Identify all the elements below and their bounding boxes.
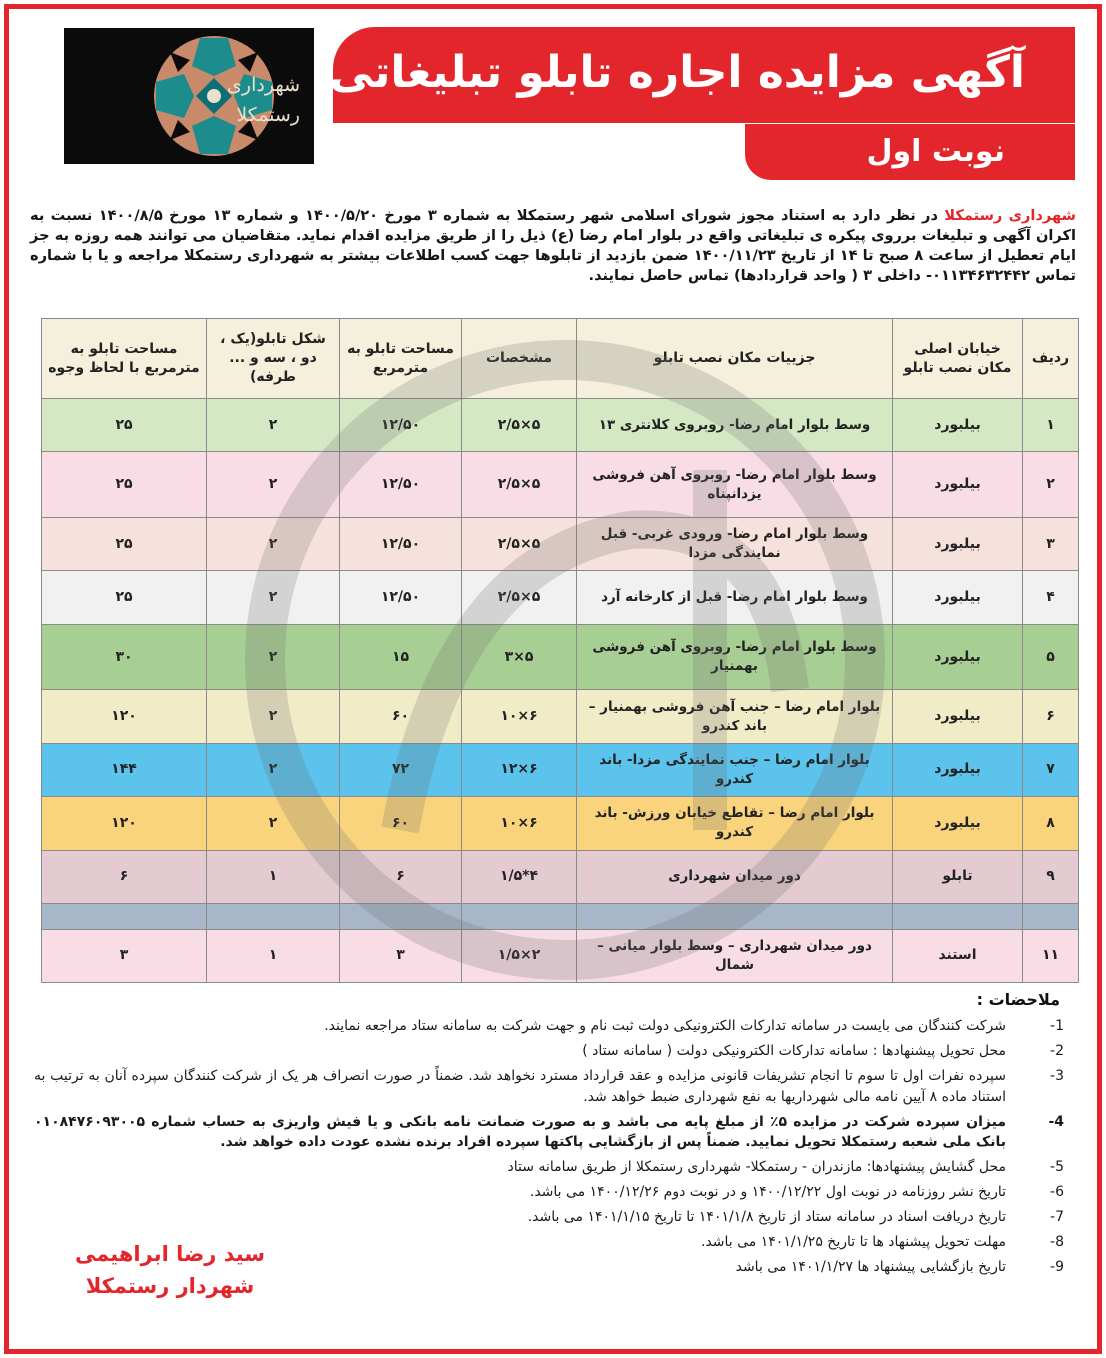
cell-spec: ۵×۲/۵	[462, 518, 577, 571]
table-row	[42, 624, 1079, 690]
cell-spec: ۵×۳	[462, 624, 577, 690]
cell-street: بیلبورد	[893, 690, 1023, 743]
header-location: جزییات مکان نصب تابلو	[577, 319, 893, 399]
cell-area: ۶	[340, 850, 462, 903]
cell-total-area: ۱۲۰	[42, 690, 207, 743]
municipality-logo	[64, 28, 314, 164]
table-row	[42, 452, 1079, 518]
cell-location: وسط بلوار امام رضا- روبروی آهن فروشی یزدانپناه	[577, 452, 893, 518]
cell-row-number: ۲	[1023, 452, 1079, 518]
cell-spec: ۶×۱۲	[462, 743, 577, 796]
cell-area: ۱۲/۵۰	[340, 452, 462, 518]
cell-sides: ۲	[207, 452, 340, 518]
cell-total-area: ۲۵	[42, 518, 207, 571]
cell-location: بلوار امام رضا – تقاطع خیابان ورزش- باند کندرو	[577, 797, 893, 850]
cell-street: بیلبورد	[893, 624, 1023, 690]
cell-area: ۷۲	[340, 743, 462, 796]
cell-total-area: ۲۵	[42, 452, 207, 518]
cell-spec: ۲×۱/۵	[462, 929, 577, 982]
note-number: -9	[1050, 1259, 1064, 1275]
cell-location: بلوار امام رضا – جنب نمایندگی مزدا- باند کندرو	[577, 743, 893, 796]
table-row	[42, 903, 1079, 929]
cell-street: بیلبورد	[893, 399, 1023, 452]
cell-spec: ۶×۱۰	[462, 690, 577, 743]
cell-row-number	[1023, 903, 1079, 929]
note-item	[34, 1016, 1064, 1037]
cell-sides	[207, 903, 340, 929]
header-row-number: ردیف	[1023, 319, 1079, 399]
note-item	[34, 1207, 1064, 1228]
cell-total-area: ۲۵	[42, 571, 207, 624]
note-item	[34, 1182, 1064, 1203]
header-area: مساحت تابلو به مترمربع	[340, 319, 462, 399]
table-row	[42, 518, 1079, 571]
note-text: محل تحویل پیشنهادها : سامانه تدارکات الکترونیکی دولت ( سامانه ستاد )	[582, 1043, 1006, 1059]
cell-total-area: ۶	[42, 850, 207, 903]
cell-location	[577, 903, 893, 929]
title-banner	[329, 27, 1075, 123]
intro-body: در نظر دارد به استناد مجوز شورای اسلامی شهر رستمکلا به شماره ۳ مورخ ۱۴۰۰/۵/۲۰ و شماره ۱۳ مورخ ۱۴۰۰/۸/۵ نسبت به اکران آگهی و تبلیغات برروی پیکره ی تبلیغاتی واقع در بلوار امام رضا (ع) ذیل را از طریق مزایده اقدام نماید. متقاضیان می توانند همه روزه به جز ایام تعطیل از ساعت ۸ صبح تا ۱۴ از تاریخ ۱۴۰۰/۱۱/۲۳ ضمن بازدید از تابلوها جهت کسب اطلاعات بیشتر به شهرداری رستمکلا مراجعه و یا با شماره تماس ۰۱۱۳۴۶۳۲۴۴۲- داخلی ۳ ( واحد قراردادها) تماس حاصل نمایند.	[30, 207, 1076, 284]
signature-name: سید رضا ابراهیمی	[74, 1242, 266, 1266]
cell-sides: ۲	[207, 690, 340, 743]
cell-location: دور میدان شهرداری – وسط بلوار میانی – شمال	[577, 929, 893, 982]
cell-sides: ۱	[207, 929, 340, 982]
cell-row-number: ۷	[1023, 743, 1079, 796]
note-text: میزان سپرده شرکت در مزایده ۵٪ از مبلغ پایه می باشد و به صورت ضمانت نامه بانکی و یا فیش واریزی به حساب شماره ۰۱۰۸۴۷۶۰۹۳۰۰۵ بانک ملی شعبه رستمکلا تحویل نمایید. ضمناً پس از بازگشایی پاکتها سپرده افراد برنده نشده عودت داده خواهد شد.	[34, 1113, 1006, 1150]
cell-row-number: ۱	[1023, 399, 1079, 452]
header-total-area: مساحت تابلو به مترمربع با لحاظ وجوه	[42, 319, 207, 399]
cell-row-number: ۱۱	[1023, 929, 1079, 982]
note-number: -2	[1050, 1043, 1064, 1059]
cell-location: وسط بلوار امام رضا- قبل از کارخانه آرد	[577, 571, 893, 624]
billboard-table	[41, 318, 1079, 983]
cell-area: ۱۲/۵۰	[340, 518, 462, 571]
cell-location: وسط بلوار امام رضا- ورودی غربی- قبل نمایندگی مزدا	[577, 518, 893, 571]
cell-total-area: ۱۲۰	[42, 797, 207, 850]
cell-area	[340, 903, 462, 929]
round-banner	[745, 124, 1075, 180]
cell-spec	[462, 903, 577, 929]
cell-street: بیلبورد	[893, 797, 1023, 850]
cell-sides: ۲	[207, 399, 340, 452]
cell-location: وسط بلوار امام رضا- روبروی آهن فروشی بهمنیار	[577, 624, 893, 690]
table-row	[42, 690, 1079, 743]
note-item	[34, 1112, 1064, 1153]
signature-block	[55, 1238, 285, 1302]
cell-total-area: ۳۰	[42, 624, 207, 690]
cell-row-number: ۳	[1023, 518, 1079, 571]
cell-area: ۱۲/۵۰	[340, 571, 462, 624]
cell-sides: ۱	[207, 850, 340, 903]
cell-total-area: ۳	[42, 929, 207, 982]
cell-sides: ۲	[207, 743, 340, 796]
cell-area: ۶۰	[340, 690, 462, 743]
note-text: محل گشایش پیشنهادها: مازندران - رستمکلا- شهرداری رستمکلا از طریق سامانه ستاد	[507, 1159, 1006, 1175]
intro-paragraph	[30, 206, 1076, 286]
signature-title: شهردار رستمکلا	[85, 1274, 255, 1298]
note-text: تاریخ بازگشایی پیشنهاد ها ۱۴۰۱/۱/۲۷ می باشد	[735, 1259, 1006, 1275]
note-item	[34, 1041, 1064, 1062]
cell-location: وسط بلوار امام رضا- روبروی کلانتری ۱۳	[577, 399, 893, 452]
cell-row-number: ۵	[1023, 624, 1079, 690]
note-number: -8	[1050, 1234, 1064, 1250]
cell-row-number: ۶	[1023, 690, 1079, 743]
intro-lead: شهرداری رستمکلا	[944, 207, 1076, 224]
cell-area: ۳	[340, 929, 462, 982]
cell-area: ۱۵	[340, 624, 462, 690]
cell-row-number: ۹	[1023, 850, 1079, 903]
cell-street	[893, 903, 1023, 929]
table-row	[42, 571, 1079, 624]
table-row	[42, 797, 1079, 850]
note-item	[34, 1157, 1064, 1178]
logo-text-bottom: رستمکلا	[236, 104, 300, 126]
table-header-row	[42, 319, 1079, 399]
header-street: خیابان اصلی مکان نصب تابلو	[893, 319, 1023, 399]
cell-sides: ۲	[207, 518, 340, 571]
header-sides: شکل تابلو(یک ، دو ، سه و ... طرفه)	[207, 319, 340, 399]
cell-street: بیلبورد	[893, 518, 1023, 571]
table-body	[42, 399, 1079, 983]
notes-title: ملاحضات :	[976, 990, 1060, 1009]
cell-area: ۶۰	[340, 797, 462, 850]
cell-sides: ۲	[207, 797, 340, 850]
note-number: -7	[1050, 1209, 1064, 1225]
cell-street: تابلو	[893, 850, 1023, 903]
table-row	[42, 850, 1079, 903]
header-spec: مشخصات	[462, 319, 577, 399]
cell-street: بیلبورد	[893, 452, 1023, 518]
note-text: شرکت کنندگان می بایست در سامانه تدارکات الکترونیکی دولت ثبت نام و جهت شرکت به سامانه ستاد مراجعه نمایند.	[324, 1018, 1006, 1034]
round-label: نوبت اول	[866, 134, 1005, 169]
cell-location: دور میدان شهرداری	[577, 850, 893, 903]
table-row	[42, 743, 1079, 796]
cell-total-area	[42, 903, 207, 929]
cell-spec: ۴*۱/۵	[462, 850, 577, 903]
cell-spec: ۶×۱۰	[462, 797, 577, 850]
note-text: تاریخ دریافت اسناد در سامانه ستاد از تاریخ ۱۴۰۱/۱/۸ تا تاریخ ۱۴۰۱/۱/۱۵ می باشد.	[527, 1209, 1006, 1225]
note-text: سپرده نفرات اول تا سوم تا انجام تشریفات قانونی مزایده و عقد قرارداد مسترد نخواهد شد. ضمناً در صورت انصراف هر یک از شرکت کنندگان سپرده آنان به ترتیب به استناد ماده ۸ آیین نامه مالی شهرداریها به نفع شهرداری ضبط خواهد شد.	[34, 1068, 1006, 1105]
cell-total-area: ۲۵	[42, 399, 207, 452]
note-text: تاریخ نشر روزنامه در نوبت اول ۱۴۰۰/۱۲/۲۲ و در نوبت دوم ۱۴۰۰/۱۲/۲۶ می باشد.	[529, 1184, 1006, 1200]
cell-spec: ۵×۲/۵	[462, 571, 577, 624]
note-number: -1	[1050, 1018, 1064, 1034]
cell-spec: ۵×۲/۵	[462, 399, 577, 452]
cell-street: استند	[893, 929, 1023, 982]
note-number: -5	[1050, 1159, 1064, 1175]
cell-row-number: ۴	[1023, 571, 1079, 624]
cell-street: بیلبورد	[893, 571, 1023, 624]
cell-sides: ۲	[207, 624, 340, 690]
note-text: مهلت تحویل پیشنهاد ها تا تاریخ ۱۴۰۱/۱/۲۵ می باشد.	[701, 1234, 1006, 1250]
logo-emblem-icon	[64, 28, 314, 164]
cell-street: بیلبورد	[893, 743, 1023, 796]
note-number: -3	[1050, 1068, 1064, 1084]
cell-area: ۱۲/۵۰	[340, 399, 462, 452]
note-item	[34, 1066, 1064, 1107]
cell-spec: ۵×۲/۵	[462, 452, 577, 518]
table-row	[42, 929, 1079, 982]
table-row	[42, 399, 1079, 452]
page-title: آگهی مزایده اجاره تابلو تبلیغاتی	[329, 47, 1025, 98]
note-number: -6	[1050, 1184, 1064, 1200]
cell-location: بلوار امام رضا – جنب آهن فروشی بهمنیار – باند کندرو	[577, 690, 893, 743]
cell-row-number: ۸	[1023, 797, 1079, 850]
logo-text-top: شهرداری	[227, 74, 300, 96]
cell-sides: ۲	[207, 571, 340, 624]
cell-total-area: ۱۴۴	[42, 743, 207, 796]
note-number: -4	[1048, 1113, 1064, 1130]
